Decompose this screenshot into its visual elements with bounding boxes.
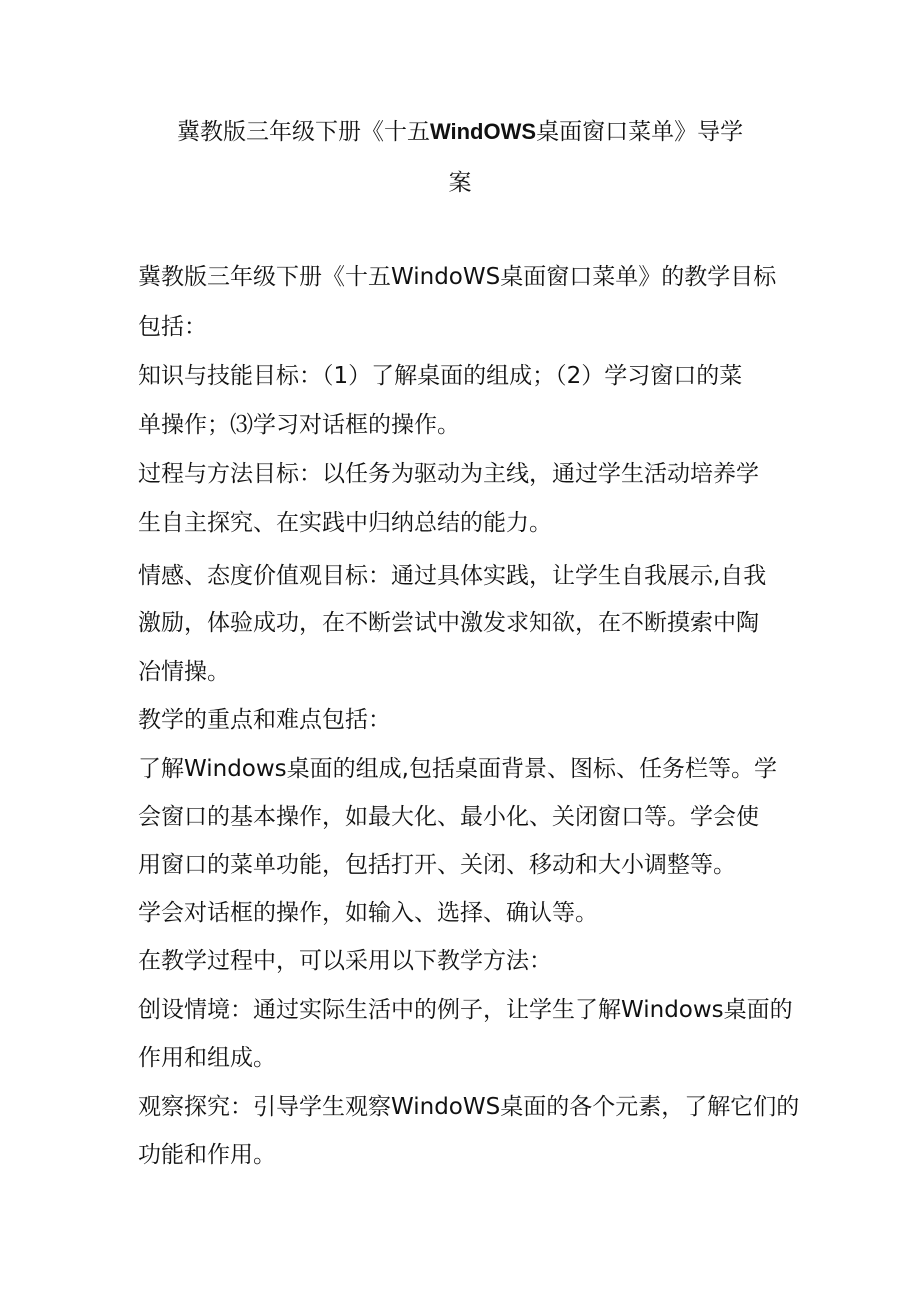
- document-title-line-1: [140, 117, 780, 147]
- body-line: 教学的重点和难点包括：: [138, 707, 391, 733]
- body-line: 在教学过程中，可以采用以下教学方法：: [138, 948, 552, 974]
- body-line: 单操作；⑶学习对话框的操作。: [138, 412, 460, 438]
- body-line: 了解Windows桌面的组成,包括桌面背景、图标、任务栏等。学: [138, 756, 777, 782]
- body-line: 知识与技能目标：（1）了解桌面的组成；（2）学习窗口的菜: [138, 363, 743, 389]
- body-line: 功能和作用。: [138, 1142, 276, 1168]
- document-title-line-2: 案: [448, 170, 472, 196]
- body-line: 观察探究：引导学生观察WindoWS桌面的各个元素，了解它们的: [138, 1094, 800, 1120]
- body-line: 学会对话框的操作，如输入、选择、确认等。: [138, 900, 598, 926]
- title-suffix: 桌面窗口菜单》导学: [536, 119, 744, 145]
- title-prefix: 冀教版三年级下册《十五: [176, 119, 430, 145]
- body-line: 创设情境：通过实际生活中的例子，让学生了解Windows桌面的: [138, 997, 793, 1023]
- body-line: 冀教版三年级下册《十五WindoWS桌面窗口菜单》的教学目标: [138, 264, 777, 290]
- body-line: 激励，体验成功，在不断尝试中激发求知欲，在不断摸索中陶: [138, 610, 759, 636]
- body-line: 生自主探究、在实践中归纳总结的能力。: [138, 510, 552, 536]
- body-line: 冶情操。: [138, 659, 230, 685]
- body-line: 用窗口的菜单功能，包括打开、关闭、移动和大小调整等。: [138, 852, 736, 878]
- title-bold-word: WindOWS: [429, 119, 537, 144]
- body-line: 作用和组成。: [138, 1045, 276, 1071]
- body-line: 过程与方法目标：以任务为驱动为主线，通过学生活动培养学: [138, 461, 759, 487]
- body-line: 会窗口的基本操作，如最大化、最小化、关闭窗口等。学会使: [138, 804, 759, 830]
- body-line: 情感、态度价值观目标：通过具体实践，让学生自我展示,自我: [138, 563, 767, 589]
- body-line: 包括：: [138, 314, 207, 340]
